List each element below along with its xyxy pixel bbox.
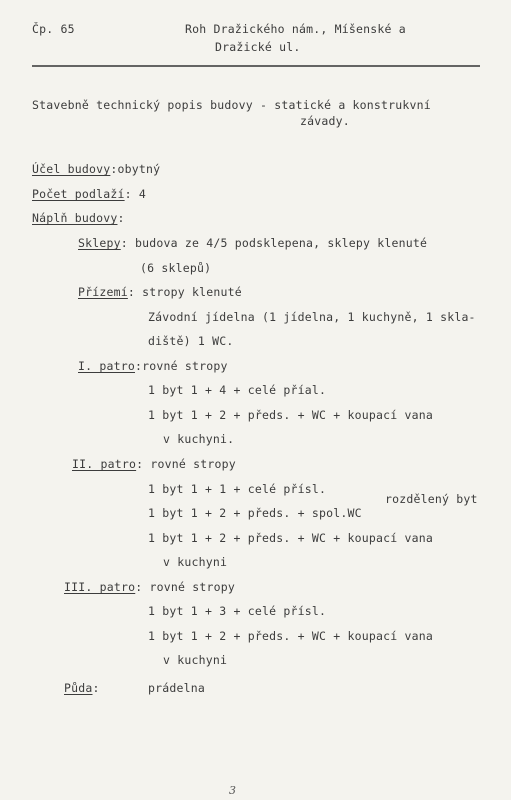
first-floor-line-2: 1 byt 1 + 4 + celé příal. <box>148 383 327 397</box>
ground-floor-line-1: : stropy klenuté <box>127 285 242 299</box>
attic-suffix: : <box>92 681 100 695</box>
floors-row <box>32 187 146 201</box>
first-floor-label: I. patro <box>78 359 135 373</box>
second-floor-line-2: 1 byt 1 + 1 + celé přísl. <box>148 482 327 496</box>
second-floor-line-3: 1 byt 1 + 2 + předs. + spol.WC <box>148 506 362 520</box>
third-floor-row <box>64 580 235 594</box>
second-floor-line-5: v kuchyni <box>163 555 228 569</box>
second-floor-line-1: : rovné stropy <box>136 457 236 471</box>
contents-suffix: : <box>117 211 125 225</box>
second-floor-line-4: 1 byt 1 + 2 + předs. + WC + koupací vana <box>148 531 433 545</box>
cellars-row <box>78 236 427 250</box>
first-floor-line-4: v kuchyni. <box>163 432 235 446</box>
page-number: 3 <box>229 784 236 797</box>
second-floor-note: rozdělený byt <box>385 492 478 506</box>
first-floor-line-3: 1 byt 1 + 2 + předs. + WC + koupací vana <box>148 408 433 422</box>
third-floor-line-4: v kuchyni <box>163 653 228 667</box>
address-line-1: Roh Dražického nám., Míšenské a <box>185 22 406 36</box>
first-floor-line-1: :rovné stropy <box>135 359 228 373</box>
attic-value: prádelna <box>148 681 205 695</box>
document-title-line-2: závady. <box>300 114 350 128</box>
purpose-value: :obytný <box>110 162 161 176</box>
ground-floor-line-3: diště) 1 WC. <box>148 334 234 348</box>
second-floor-label: II. patro <box>72 457 137 471</box>
building-number: Čp. 65 <box>32 22 75 36</box>
contents-label: Náplň budovy <box>32 211 118 225</box>
floors-label: Počet podlaží <box>32 187 125 201</box>
cellars-line-2: (6 sklepů) <box>140 261 212 275</box>
second-floor-row <box>72 457 236 471</box>
attic-label: Půda <box>64 681 93 695</box>
ground-floor-label: Přízemí <box>78 285 128 299</box>
floors-value: : 4 <box>124 187 146 201</box>
attic-label-row <box>64 681 100 695</box>
first-floor-row <box>78 359 228 373</box>
ground-floor-line-2: Závodní jídelna (1 jídelna, 1 kuchyně, 1 skla- <box>148 310 476 324</box>
ground-floor-row <box>78 285 242 299</box>
header-rule <box>32 65 480 67</box>
third-floor-line-3: 1 byt 1 + 2 + předs. + WC + koupací vana <box>148 629 433 643</box>
contents-row <box>32 211 125 225</box>
third-floor-line-2: 1 byt 1 + 3 + celé přísl. <box>148 604 327 618</box>
document-title-line-1: Stavebně technický popis budovy - statické a konstrukvní <box>32 98 431 112</box>
third-floor-line-1: : rovné stropy <box>135 580 235 594</box>
cellars-line-1: : budova ze 4/5 podsklepena, sklepy klenuté <box>120 236 428 250</box>
purpose-label: Účel budovy <box>32 162 111 176</box>
cellars-label: Sklepy <box>78 236 121 250</box>
third-floor-label: III. patro <box>64 580 136 594</box>
purpose-row <box>32 162 160 176</box>
address-line-2: Dražické ul. <box>215 40 301 54</box>
